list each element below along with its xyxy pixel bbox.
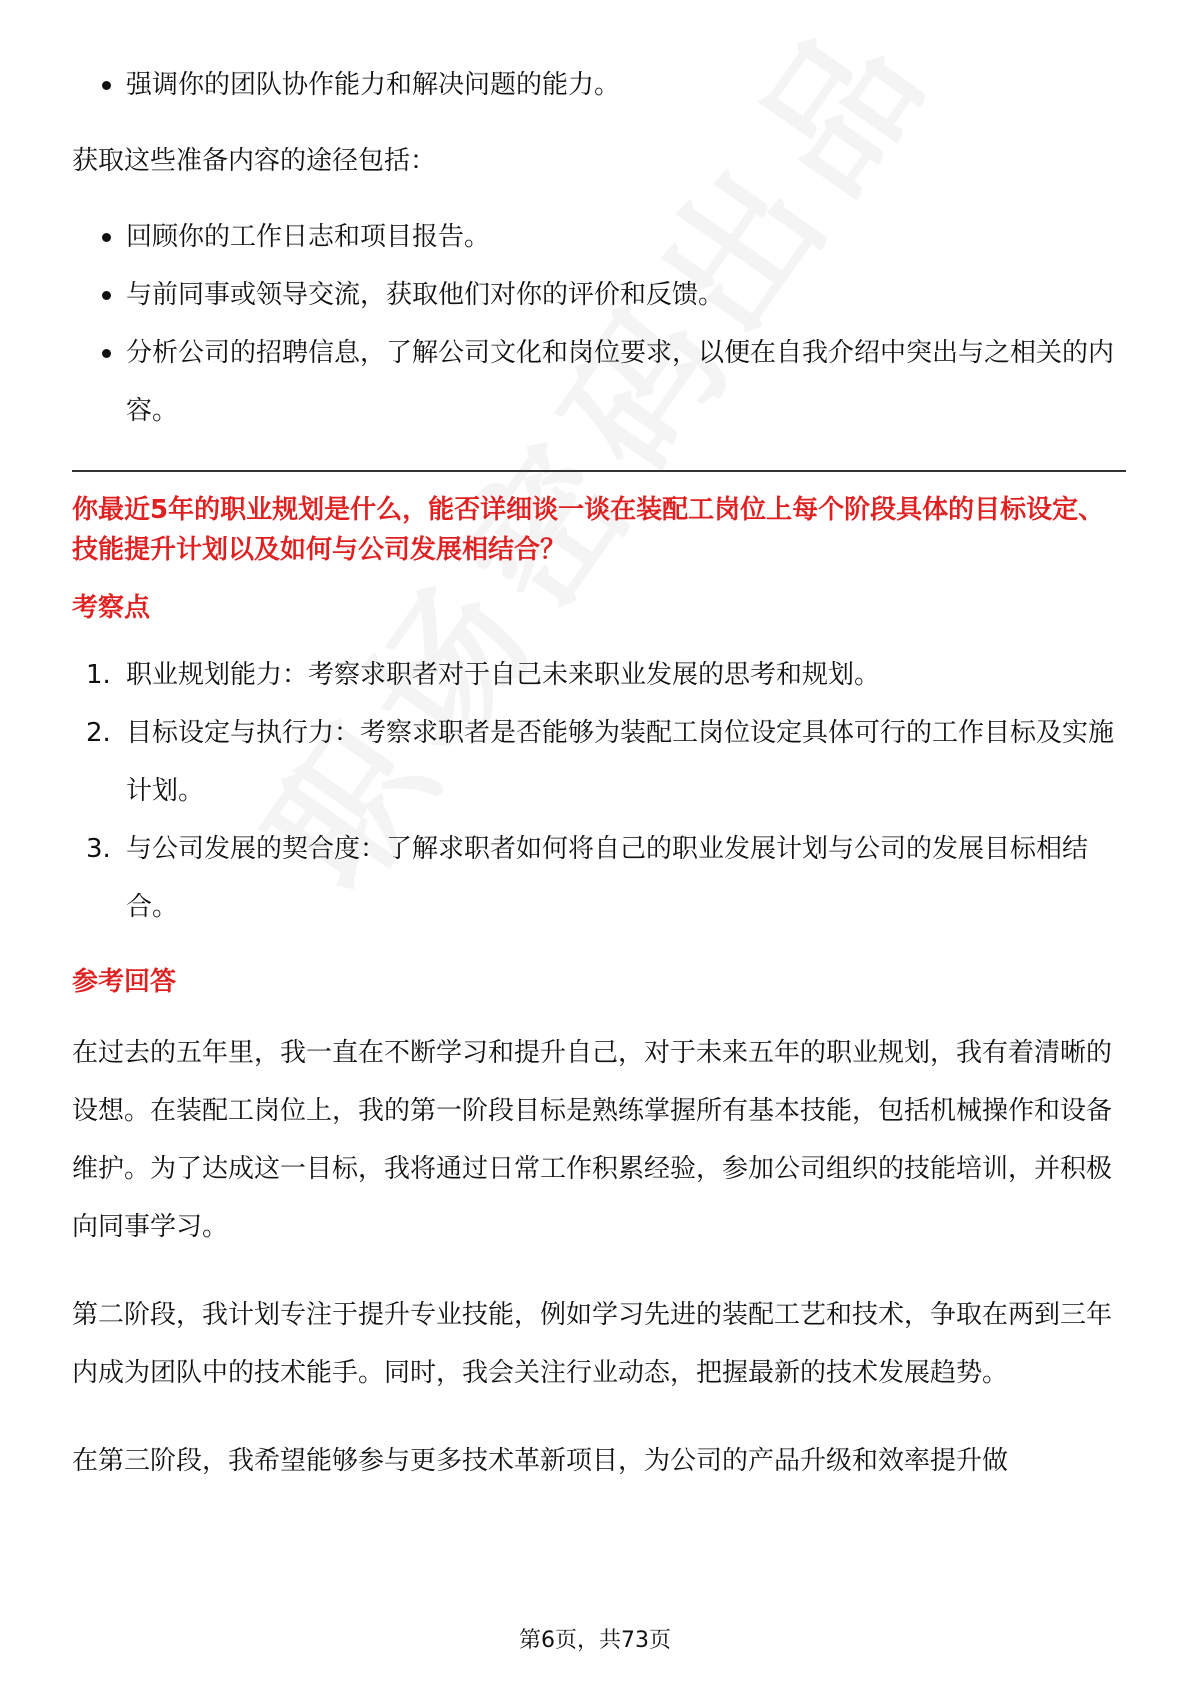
list-item: 与前同事或领导交流，获取他们对你的评价和反馈。 bbox=[72, 266, 1126, 324]
item-text: 与公司发展的契合度：了解求职者如何将自己的职业发展计划与公司的发展目标相结合。 bbox=[126, 834, 1089, 922]
item-number: 3. bbox=[86, 834, 111, 864]
answer-paragraph: 第二阶段，我计划专注于提升专业技能，例如学习先进的装配工艺和技术，争取在两到三年内成为团队中的技术能手。同时，我会关注行业动态，把握最新的技术发展趋势。 bbox=[72, 1300, 1113, 1388]
points-title: 考察点 bbox=[72, 593, 151, 623]
points-list bbox=[72, 646, 1126, 936]
list-item bbox=[72, 704, 1126, 820]
item-text: 职业规划能力：考察求职者对于自己未来职业发展的思考和规划。 bbox=[126, 660, 881, 690]
list-item: 强调你的团队协作能力和解决问题的能力。 bbox=[72, 56, 1126, 114]
page-footer: 第6页，共73页 bbox=[519, 1628, 671, 1653]
list-item: 分析公司的招聘信息，了解公司文化和岗位要求，以便在自我介绍中突出与之相关的内容。 bbox=[72, 324, 1126, 440]
section-divider bbox=[72, 470, 1126, 472]
top-bullet-list bbox=[72, 56, 1126, 114]
answer-paragraph: 在第三阶段，我希望能够参与更多技术革新项目，为公司的产品升级和效率提升做 bbox=[72, 1446, 1009, 1476]
list-item: 回顾你的工作日志和项目报告。 bbox=[72, 208, 1126, 266]
answer-title: 参考回答 bbox=[72, 967, 177, 997]
item-number: 2. bbox=[86, 718, 111, 748]
source-bullet-list bbox=[72, 208, 1126, 440]
item-text: 目标设定与执行力：考察求职者是否能够为装配工岗位设定具体可行的工作目标及实施计划。 bbox=[126, 718, 1115, 806]
page-content bbox=[72, 56, 1126, 1490]
list-item bbox=[72, 646, 1126, 704]
item-number: 1. bbox=[86, 660, 111, 690]
answer-paragraph: 在过去的五年里，我一直在不断学习和提升自己，对于未来五年的职业规划，我有着清晰的设想。在装配工岗位上，我的第一阶段目标是熟练掌握所有基本技能，包括机械操作和设备维护。为了达成这一目标，我将通过日常工作积累经验，参加公司组织的技能培训，并积极向同事学习。 bbox=[72, 1038, 1113, 1242]
question-heading: 你最近5年的职业规划是什么，能否详细谈一谈在装配工岗位上每个阶段具体的目标设定、技能提升计划以及如何与公司发展相结合？ bbox=[72, 495, 1105, 565]
intro-paragraph: 获取这些准备内容的途径包括： bbox=[72, 146, 437, 176]
list-item bbox=[72, 820, 1126, 936]
